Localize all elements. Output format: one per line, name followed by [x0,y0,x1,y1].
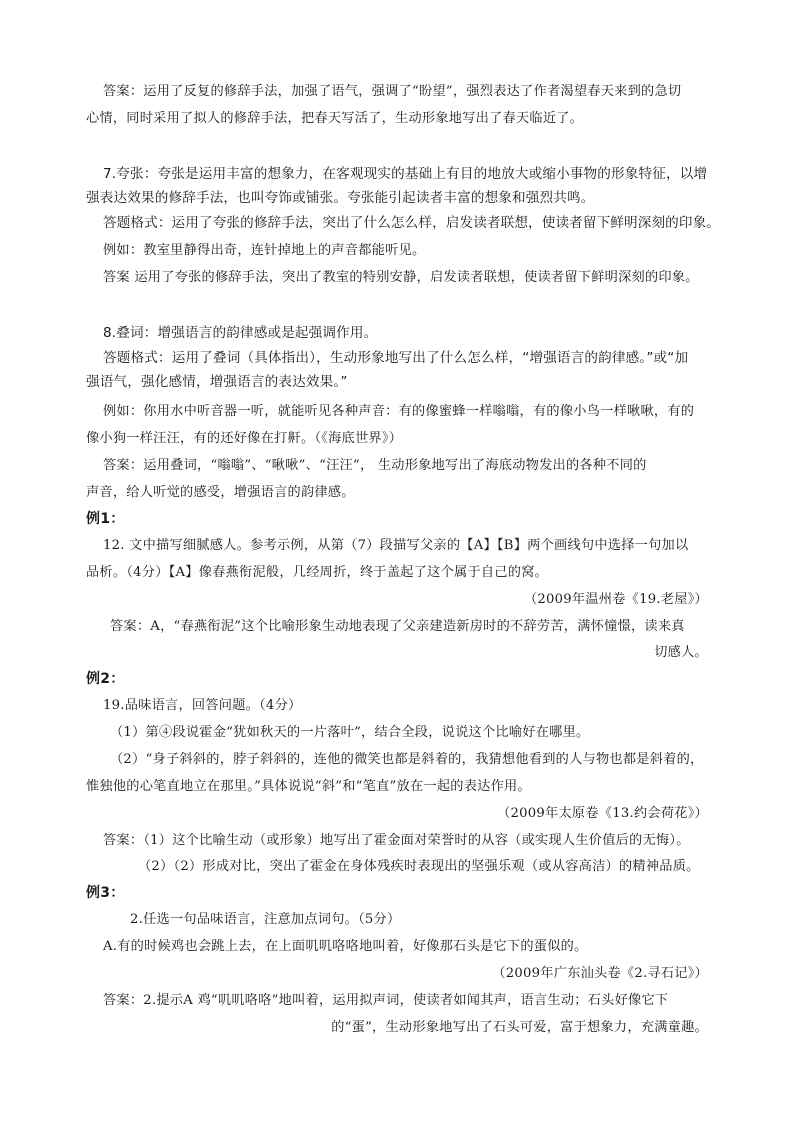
answer-line: 答案：运用了反复的修辞手法，加强了语气，强调了“盼望”，强烈表达了作者渴望春天来到的急切 [103,84,682,99]
source-citation: （2009年温州卷《19.老屋》） [523,592,708,607]
question-line: （2）“身子斜斜的，脖子斜斜的，连他的微笑也都是斜着的，我猜想他看到的人与物也都是斜着的， [110,752,704,767]
answer-format-line: 强语气，强化感情，增强语言的表达效果。” [86,374,348,390]
source-citation: （2009年太原卷《13.约会荷花》） [497,806,708,821]
answer-line: 的“蛋”，生动形象地写出了石头可爱，富于想象力，充满童趣。 [331,1020,708,1035]
question-line: 19.品味语言，回答问题。（4分） [103,698,302,713]
answer-format-line: 答题格式：运用了叠词（具体指出），生动形象地写出了什么怎么样，“增强语言的韵律感。”或“加 [103,350,689,366]
example-line: 像小狗一样汪汪，有的还好像在打鼾。（《海底世界》） [86,431,403,446]
section-7-definition: 7.夸张：夸张是运用丰富的想象力，在客观现实的基础上有目的地放大或缩小事物的形象特征，以增 [103,166,708,182]
example-heading: 例2： [86,671,125,687]
answer-line: 答案：运用叠词，“嗡嗡”、“啾啾”、“汪汪”， 生动形象地写出了海底动物发出的各种不同的 [103,458,647,473]
answer-line: 答案：A，“春燕衔泥”这个比喻形象生动地表现了父亲建造新房时的不辞劳苦，满怀憧憬，读来真 [110,619,685,634]
example-heading: 例3： [86,885,125,901]
section-8-definition: 8.叠词：增强语言的韵律感或是起强调作用。 [103,325,378,341]
answer-line: （2）（2）形成对比，突出了霍金在身体残疾时表现出的坚强乐观（或从容高洁）的精神品质。 [138,859,700,874]
answer-line: 答案 运用了夸张的修辞手法，突出了教室的特别安静，启发读者联想，使读者留下鲜明深刻的印象。 [103,270,699,285]
source-citation: （2009年广东汕头卷《2.寻石记》） [492,966,708,981]
section-7-definition: 强表达效果的修辞手法，也叫夸饰或铺张。夸张能引起读者丰富的想象和强烈共鸣。 [86,190,595,206]
answer-line: 答案：（1）这个比喻生动（或形象）地写出了霍金面对荣誉时的从容（或实现人生价值后的无悔）。 [103,833,690,848]
answer-format-line: 答题格式：运用了夸张的修辞手法，突出了什么怎么样，启发读者联想，使读者留下鲜明深刻的印象。 [103,215,720,231]
example-heading: 例1： [86,511,125,527]
answer-line: 切感人。 [654,645,708,660]
question-line: 惟独他的心笔直地立在那里。”具体说说“斜”和“笔直”放在一起的表达作用。 [86,779,531,794]
answer-line: 声音，给人听觉的感受，增强语言的韵律感。 [86,485,355,500]
question-line: 品析。（4分）【A】像春燕衔泥般，几经周折，终于盖起了这个属于自己的窝。 [86,565,549,580]
question-line: 2.任选一句品味语言，注意加点词句。（5分） [130,912,401,927]
question-line: （1）第④段说霍金“犹如秋天的一片落叶”，结合全段，说说这个比喻好在哪里。 [110,725,590,740]
example-line: 例如：你用水中听音器一听，就能听见各种声音：有的像蜜蜂一样嗡嗡，有的像小鸟一样啾啾，有的 [103,404,695,419]
question-line: A.有的时候鸡也会跳上去，在上面叽叽咯咯地叫着，好像那石头是它下的蛋似的。 [103,939,588,954]
answer-line: 答案：2.提示A 鸡“叽叽咯咯”地叫着，运用拟声词，使读者如闻其声，语言生动；石头好像它下 [103,993,669,1008]
question-line: 12. 文中描写细腻感人。参考示例，从第（7）段描写父亲的【A】【B】两个画线句中选择一句加以 [103,538,689,553]
example-line: 例如：教室里静得出奇，连针掉地上的声音都能听见。 [103,243,426,258]
answer-line: 心情，同时采用了拟人的修辞手法，把春天写活了，生动形象地写出了春天临近了。 [86,111,584,126]
